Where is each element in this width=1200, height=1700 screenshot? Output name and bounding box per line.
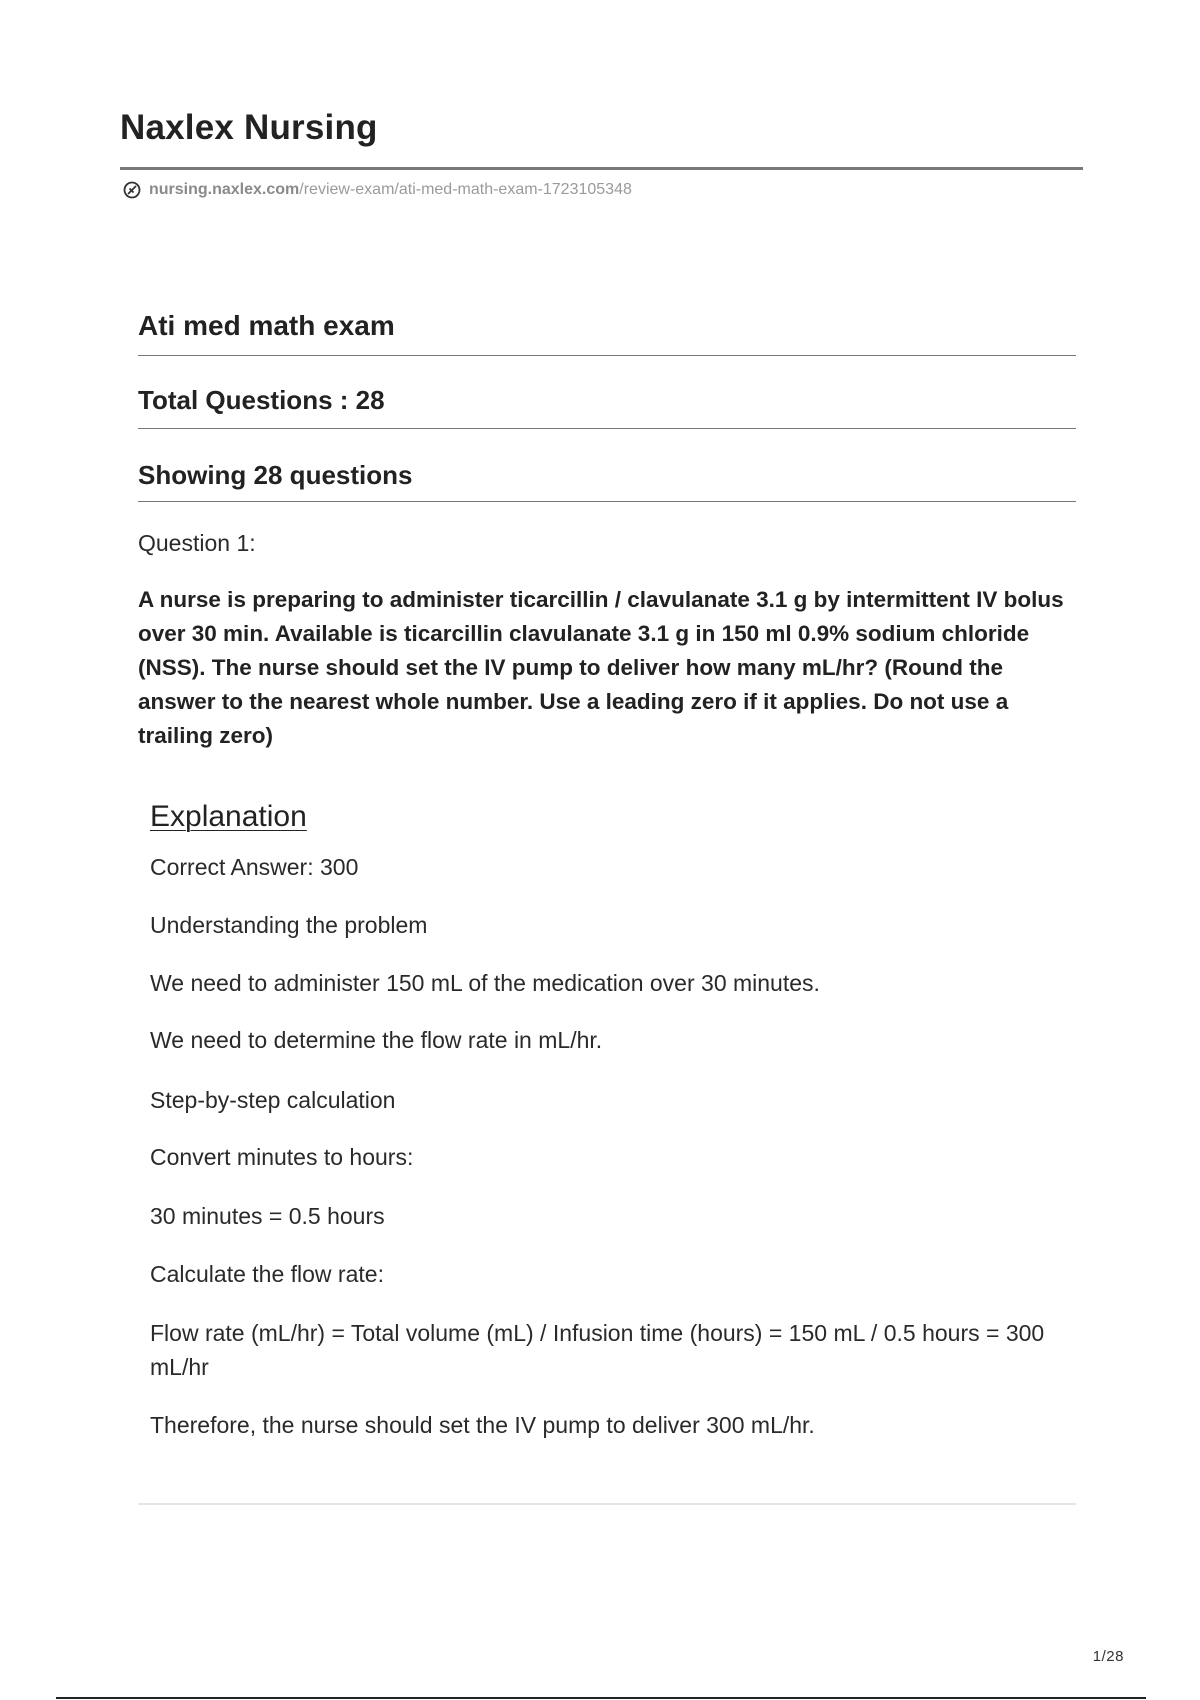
explanation-section-title: Understanding the problem — [150, 912, 428, 938]
explanation-conclusion: Therefore, the nurse should set the IV pump to deliver 300 mL/hr. — [150, 1412, 815, 1438]
link-icon — [122, 180, 142, 200]
url-path: /review-exam/ati-med-math-exam-1723105348 — [299, 181, 632, 198]
url-host: nursing.naxlex.com — [149, 181, 300, 198]
title-divider — [120, 167, 1083, 170]
explanation-section-title: Step-by-step calculation — [150, 1087, 396, 1113]
exam-title: Ati med math exam — [138, 310, 395, 341]
section-end-divider — [138, 1503, 1076, 1505]
question-text: A nurse is preparing to administer ticarcillin / clavulanate 3.1 g by intermittent IV bolus over 30 min. Available is ticarcillin clavulanate 3.1 g in 150 ml 0.9% sodium chloride (NSS). The nurse should set the IV pump to deliver how many mL/hr? (Round the answer to the nearest whole number. Use a leading zero if it applies. Do not use a trailing zero) — [138, 587, 1064, 748]
explanation-line: We need to determine the flow rate in mL/hr. — [150, 1027, 603, 1053]
divider — [138, 428, 1076, 429]
correct-answer: Correct Answer: 300 — [150, 854, 359, 880]
explanation-line: We need to administer 150 mL of the medication over 30 minutes. — [150, 970, 820, 996]
footer-divider — [56, 1697, 1146, 1699]
question-label: Question 1: — [138, 530, 256, 556]
source-url[interactable] — [122, 180, 632, 200]
site-title: Naxlex Nursing — [120, 108, 378, 147]
explanation-line: Calculate the flow rate: — [150, 1261, 384, 1287]
explanation-line: 30 minutes = 0.5 hours — [150, 1203, 385, 1229]
page-number: 1/28 — [1092, 1648, 1124, 1665]
showing-count: Showing 28 questions — [138, 460, 413, 490]
explanation-formula: Flow rate (mL/hr) = Total volume (mL) / Infusion time (hours) = 150 mL / 0.5 hours = 300 mL/hr — [150, 1320, 1045, 1380]
total-questions-block — [138, 385, 1076, 416]
showing-block — [138, 460, 1076, 491]
total-questions: Total Questions : 28 — [138, 385, 385, 415]
divider — [138, 501, 1076, 502]
explanation-heading: Explanation — [150, 800, 307, 833]
divider — [138, 355, 1076, 356]
explanation-line: Convert minutes to hours: — [150, 1144, 414, 1170]
exam-title-block — [138, 310, 1076, 342]
